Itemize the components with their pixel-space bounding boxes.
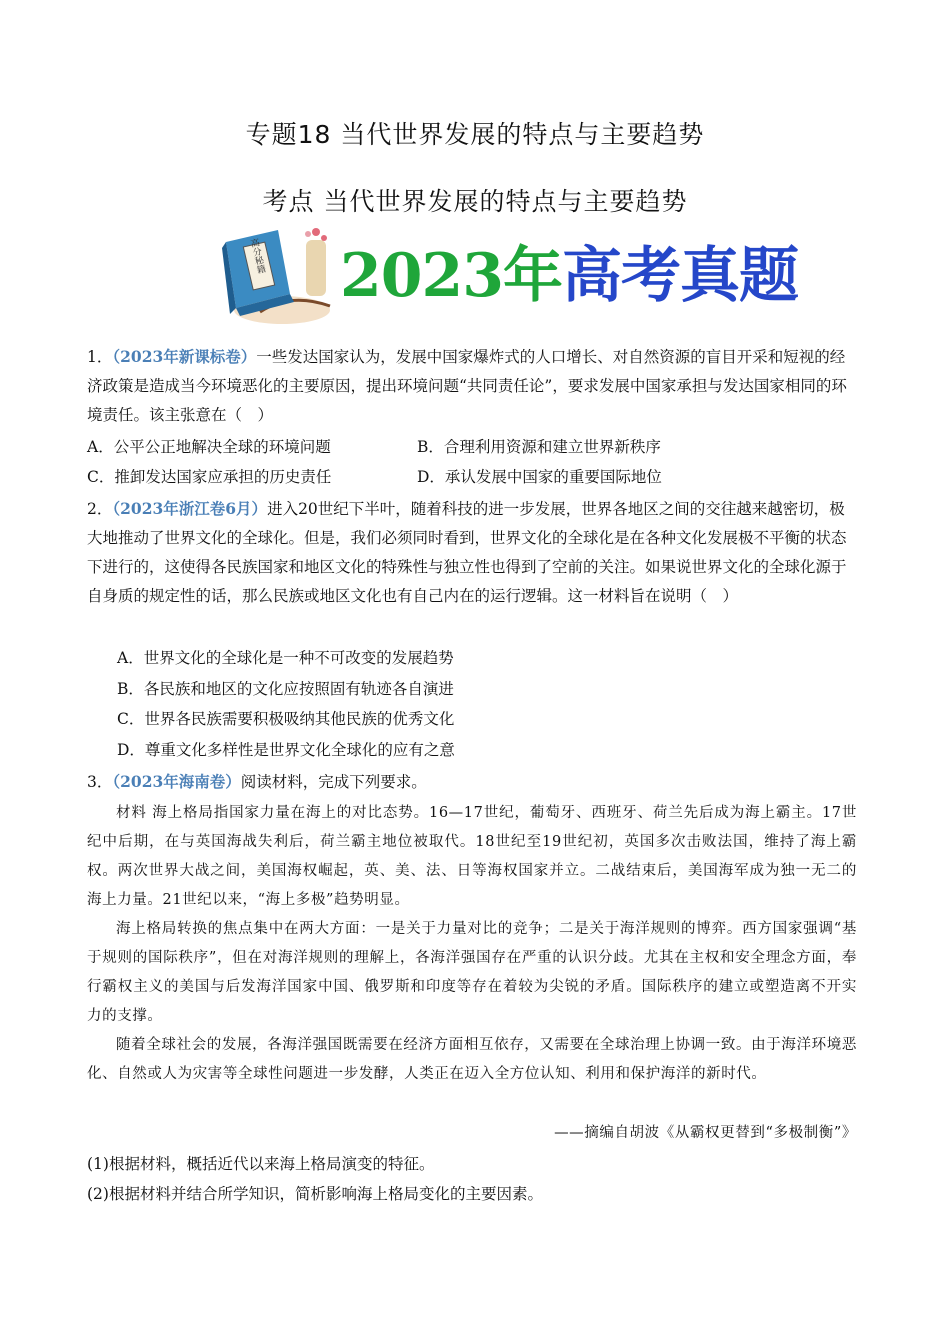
material-citation: ——摘编自胡波《从霸权更替到“多极制衡”》 xyxy=(554,1125,857,1141)
question-source: （2023年新课标卷） xyxy=(112,347,257,366)
page-title: 专题18 当代世界发展的特点与主要趋势 xyxy=(245,120,705,149)
question-2 xyxy=(87,494,857,611)
option-row xyxy=(87,463,857,492)
material-paragraph: 材料 海上格局指国家力量在海上的对比态势。16—17世纪，葡萄牙、西班牙、荷兰先后成为海上霸主。17世纪中后期，在与英国海战失利后，荷兰霸主地位被取代。18世纪至19世纪初，英国多次击败法国，维持了海上霸权。两次世界大战之间，美国海权崛起，英、美、法、日等海权国家并立。二战结束后，美国海军成为独一无二的海上力量。21世纪以来，“海上多极”趋势明显。 xyxy=(87,805,857,908)
option-c: C．世界各民族需要积极吸纳其他民族的优秀文化 xyxy=(117,710,455,728)
option-d: D．承认发展中国家的重要国际地位 xyxy=(417,468,662,486)
question-stem: 一些发达国家认为，发展中国家爆炸式的人口增长、对自然资源的盲目开采和短视的经济政策是造成当今环境恶化的主要原因，提出环境问题“共同责任论”，要求发展中国家承担与发达国家相同的环境责任。该主张意在（ ） xyxy=(87,348,847,424)
book-illustration-icon xyxy=(220,222,340,328)
question-1 xyxy=(87,342,857,430)
book-label: 高分秘籍 xyxy=(247,237,266,275)
option-a: A．公平公正地解决全球的环境问题 xyxy=(87,438,331,456)
topic-subtitle: 考点 当代世界发展的特点与主要趋势 xyxy=(262,187,688,216)
banner-exam-text: 高考真题 xyxy=(562,241,798,311)
question-stem: 阅读材料，完成下列要求。 xyxy=(240,773,427,791)
banner-year: 2023年 xyxy=(340,241,562,311)
exam-banner xyxy=(220,222,798,328)
question-number: 3． xyxy=(87,773,113,791)
option-c: C．推卸发达国家应承担的历史责任 xyxy=(87,468,332,486)
option-d: D．尊重文化多样性是世界文化全球化的应有之意 xyxy=(117,741,455,759)
material-paragraph: 随着全球社会的发展，各海洋强国既需要在经济方面相互依存，又需要在全球治理上协调一致。由于海洋环境恶化、自然或人为灾害等全球性问题进一步发酵，人类正在迈入全方位认知、利用和保护海洋的新时代。 xyxy=(87,1037,857,1082)
sub-question-1: (1)根据材料，概括近代以来海上格局演变的特征。 xyxy=(87,1155,435,1173)
question-number: 2． xyxy=(87,500,113,518)
question-number: 1． xyxy=(87,348,113,366)
option-b: B．各民族和地区的文化应按照固有轨迹各自演进 xyxy=(117,680,454,698)
question-stem: 进入20世纪下半叶，随着科技的进一步发展，世界各地区之间的交往越来越密切，极大地推动了世界文化的全球化。但是，我们必须同时看到，世界文化的全球化是在各种文化发展极不平衡的状态下进行的，这使得各民族国家和地区文化的特殊性与独立性也得到了空前的关注。如果说世界文化的全球化源于自身质的规定性的话，那么民族或地区文化也有自己内在的运行逻辑。这一材料旨在说明（ ） xyxy=(87,500,847,605)
option-a: A．世界文化的全球化是一种不可改变的发展趋势 xyxy=(117,649,454,667)
material-paragraph: 海上格局转换的焦点集中在两大方面：一是关于力量对比的竞争；二是关于海洋规则的博弈。西方国家强调“基于规则的国际秩序”，但在对海洋规则的理解上，各海洋强国存在严重的认识分歧。尤其在主权和安全理念方面，奉行霸权主义的美国与后发海洋国家中国、俄罗斯和印度等存在着较为尖锐的矛盾。国际秩序的建立或塑造离不开实力的支撑。 xyxy=(87,921,857,1024)
question-source: （2023年海南卷） xyxy=(112,772,241,791)
question-source: （2023年浙江卷6月） xyxy=(112,499,268,518)
option-row xyxy=(87,433,857,462)
material-block xyxy=(87,799,857,1089)
option-b: B．合理利用资源和建立世界新秩序 xyxy=(417,438,661,456)
question-3 xyxy=(87,767,857,797)
banner-title xyxy=(340,228,798,314)
sub-question-2: (2)根据材料并结合所学知识，简析影响海上格局变化的主要因素。 xyxy=(87,1185,543,1203)
